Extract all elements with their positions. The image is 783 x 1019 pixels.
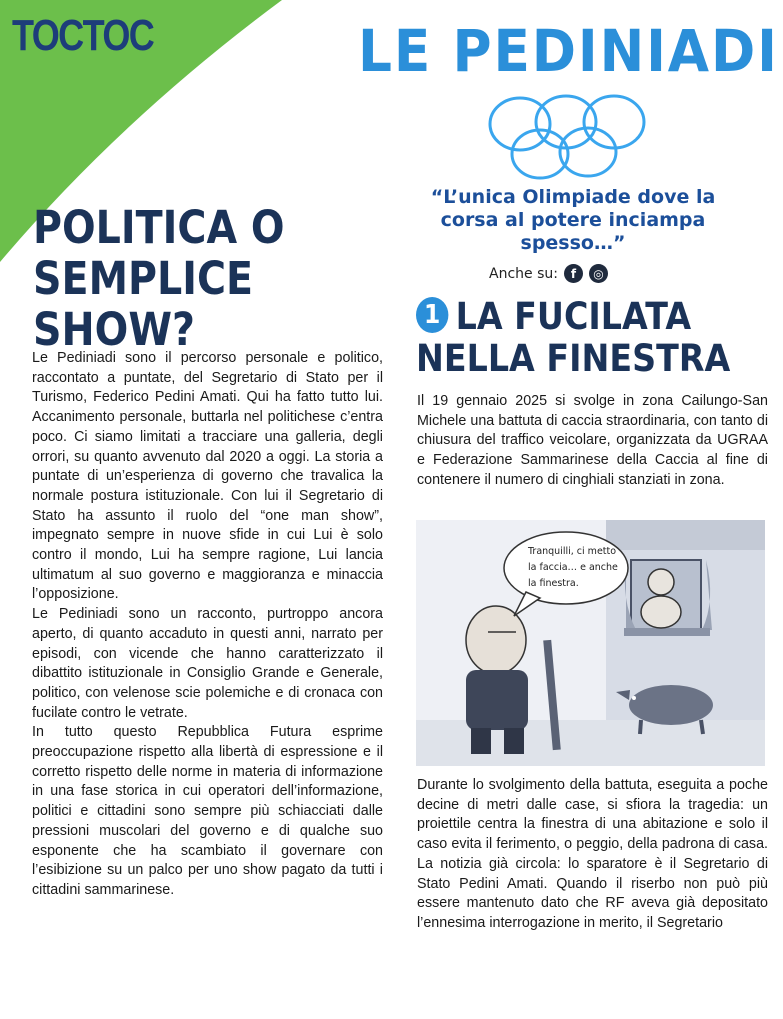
right-article-continuation [417,776,768,934]
tagline: “L’unica Olimpiade dove la corsa al potere inciampa spesso…” [430,186,716,254]
cartoon-illustration [416,520,765,766]
facebook-icon[interactable]: f [564,264,583,283]
cartoon-bubble-line: la faccia… e anche [528,562,618,573]
toctoc-logo: TOCTOC [12,11,154,60]
paragraph: In tutto questo Repubblica Futura esprime preoccupazione rispetto alla libertà di espressione e il corretto rispetto delle norme in materia di informazione in una fase storica in cui operatori dell’informazione, politici e cittadini sono sempre più schiacciati dalle pressioni muscolari del governo e di qualche suo esponente che ha scambiato il governare con l’esibizione su un palco per uno show pagato da tutti i cittadini sammarinese. [32,724,383,898]
right-section-title [416,296,730,380]
paragraph: Durante lo svolgimento della battuta, eseguita a poche decine di metri dalle case, si sfiora la tragedia: un proiettile centra la finestra di una abitazione e solo il caso evita il ferimento, o peggio, della padrona di casa. La notizia già circola: lo sparatore è il Segretario di Stato Pedini Amati. Quando il riserbo non può più essere mantenuto dato che RF aveva già depositato l’ennesima interrogazione in merito, il Segretario [417,777,768,931]
paragraph: Le Pediniadi sono un racconto, purtroppo ancora aperto, di quanto accaduto in questi anni, narrato per episodi, con vicende che hanno caratterizzato il dibattito istituzionale in Consiglio Grande e Generale, politico, con velenose scie polemiche e di cronaca con fucilate contro le vetrate. [32,606,383,721]
cartoon-bubble-line: la finestra. [528,578,579,589]
left-headline-line: SEMPLICE [33,252,254,305]
left-article-body [32,349,383,901]
left-headline-line: POLITICA O [33,201,285,254]
episode-number-badge: 1 [416,297,448,333]
social-label: Anche su: [489,265,558,282]
left-headline-line: SHOW? [33,303,195,356]
brand-title: LE PEDINIADI [358,17,779,85]
right-article-intro [417,392,768,491]
social-links [489,264,608,283]
cartoon-bubble-line: Tranquilli, ci metto [528,546,617,557]
left-headline [33,202,285,355]
title-line: LA FUCILATA [455,295,692,338]
paragraph: Le Pediniadi sono il percorso personale e politico, raccontato a puntate, del Segretario di Stato per il Turismo, Federico Pedini Amati. Qui ha fatto tutto lui. Accanimento personale, buttarla nel politichese c’entra poco. Ci siamo limitati a tracciare una galleria, degli orrori, su quanto avvenuto dal 2020 a oggi. La storia a puntate di un’esperienza di governo che travalica la normale postura istituzionale. Con lui il Segretario di Stato ha assunto il ruolo del “one man show”, impegnato sempre in nuove sfide in cui Lui è solo contro il mondo, Lui ha sempre ragione, Lui lancia ultimatum al suo governo e maggioranza e minaccia l’opposizione. [32,350,383,603]
title-line: NELLA FINESTRA [416,337,731,380]
olympic-rings-icon [480,92,650,188]
instagram-icon[interactable]: ◎ [589,264,608,283]
paragraph: Il 19 gennaio 2025 si svolge in zona Cailungo-San Michele una battuta di caccia straordinaria, con tanto di chiusura del traffico veicolare, organizzata da UGRAA e Federazione Sammarinese della Caccia al fine di contenere il numero di cinghiali stanziati in zona. [417,393,768,488]
